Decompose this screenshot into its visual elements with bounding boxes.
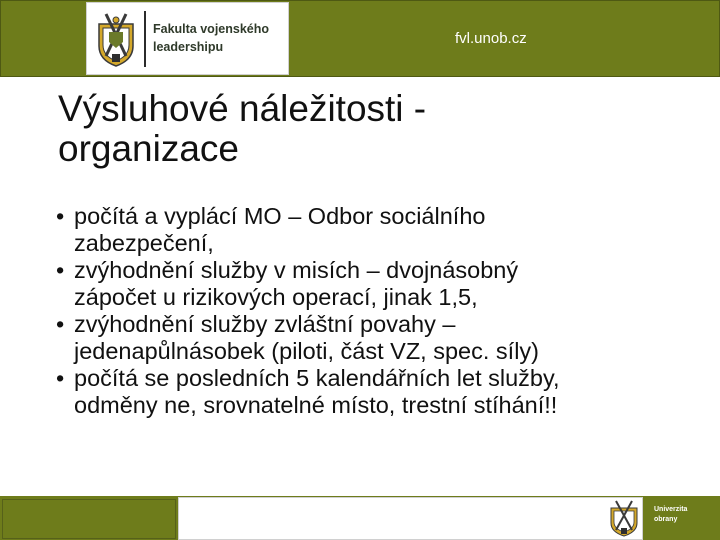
- bullet-list: [56, 203, 706, 419]
- university-emblem-icon[interactable]: [608, 499, 640, 537]
- bullet-line: počítá a vyplácí MO – Odbor sociálního: [74, 203, 486, 229]
- faculty-name-line1: Fakulta vojenského: [153, 22, 270, 36]
- bullet-line: zvýhodnění služby zvláštní povahy –: [74, 311, 456, 337]
- bullet-dot: •: [56, 257, 65, 283]
- bullet-item: [56, 257, 706, 311]
- bullet-item: [56, 203, 706, 257]
- bullet-dot: •: [56, 365, 65, 391]
- bullet-line: zvýhodnění služby v misích – dvojnásobný: [74, 257, 519, 283]
- logo-divider: [144, 11, 146, 67]
- slide-title-line1: Výsluhové náležitosti -: [58, 88, 427, 129]
- bullet-item: [56, 311, 706, 365]
- faculty-logo[interactable]: [86, 2, 289, 75]
- faculty-name-line2: leadershipu: [153, 40, 224, 54]
- bullet-line: zabezpečení,: [74, 230, 214, 256]
- bullet-line: počítá se posledních 5 kalendářních let služby,: [74, 365, 560, 391]
- bullet-item: [56, 365, 706, 419]
- bullet-line: jedenapůlnásobek (piloti, část VZ, spec. síly): [74, 338, 540, 364]
- slide-title-line2: organizace: [58, 128, 240, 169]
- footer-center-panel: [178, 497, 643, 540]
- university-name-line1: Univerzita: [654, 506, 688, 513]
- bullet-dot: •: [56, 311, 65, 337]
- bullet-line: odměny ne, srovnatelné místo, trestní stíhání!!: [74, 392, 558, 418]
- slide-title: [58, 89, 698, 169]
- site-url[interactable]: fvl.unob.cz: [455, 30, 527, 47]
- footer-left-panel: [2, 499, 176, 539]
- bullet-dot: •: [56, 203, 65, 229]
- university-name: [654, 505, 687, 525]
- faculty-name: [153, 20, 269, 56]
- faculty-emblem-icon: [95, 10, 137, 68]
- university-name-line2: obrany: [654, 516, 678, 523]
- bullet-line: zápočet u rizikových operací, jinak 1,5,: [74, 284, 478, 310]
